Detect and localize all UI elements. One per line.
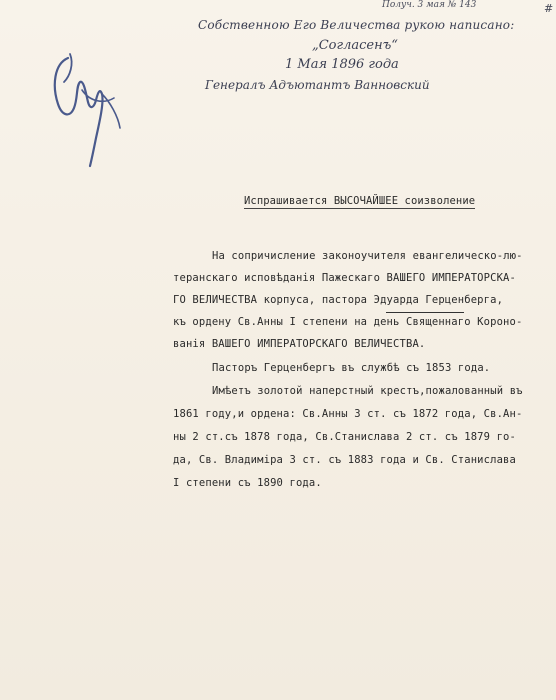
text-line: теранскаго исповѣданія Пажескаго ВАШЕГО ИМПЕРАТОРСКА- [173, 272, 516, 284]
signature-mark [40, 42, 130, 172]
text-line: да, Св. Владиміра 3 ст. съ 1883 года и Св. Станислава [173, 454, 516, 466]
resolution-line-4: Генералъ Адъютантъ Ванновский [205, 78, 430, 92]
resolution-line-1: Собственною Его Величества рукою написано: [198, 18, 515, 32]
text-line: 1861 году,и ордена: Св.Анны 3 ст. съ 1872 года, Св.Ан- [173, 408, 523, 420]
text-line: На сопричисление законоучителя евангелическо-лю- [212, 250, 523, 262]
resolution-line-3: 1 Мая 1896 года [285, 57, 399, 72]
document-heading: Испрашивается ВЫСОЧАЙШЕЕ соизволение [244, 195, 476, 207]
text-line: ны 2 ст.съ 1878 года, Св.Станислава 2 ст. съ 1879 го- [173, 431, 516, 443]
text-line: Имѣетъ золотой наперстный крестъ,пожалованный въ [212, 385, 523, 397]
text-line: Пасторъ Герценбергъ въ службѣ съ 1853 года. [212, 362, 491, 374]
text-line: I степени съ 1890 года. [173, 477, 322, 489]
resolution-line-2: „Согласенъ“ [312, 38, 398, 53]
hash-mark: # [544, 2, 554, 15]
name-underline [386, 312, 464, 313]
text-line: ванія ВАШЕГО ИМПЕРАТОРСКАГО ВЕЛИЧЕСТВА. [173, 338, 426, 350]
text-line: ГО ВЕЛИЧЕСТВА корпуса, пастора Эдуарда Герценберга, [173, 294, 504, 306]
receipt-note: Получ. 3 мая № 143 [382, 0, 477, 10]
text-line: къ ордену Св.Анны I степени на день Священнаго Короно- [173, 316, 523, 328]
